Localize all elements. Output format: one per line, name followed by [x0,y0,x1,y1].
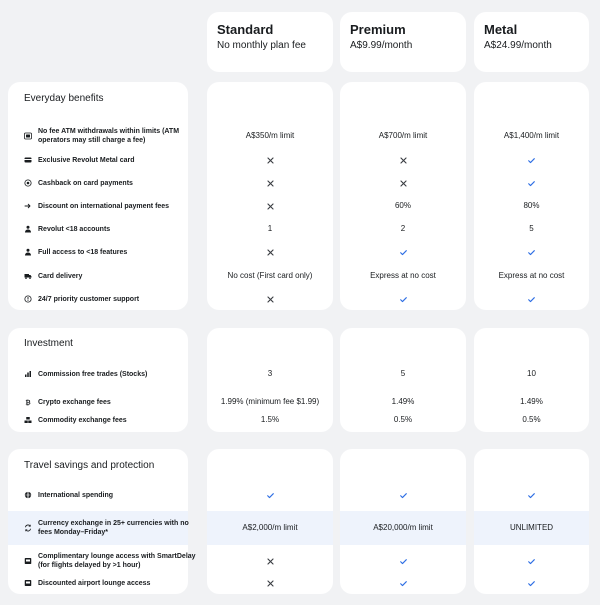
feature-name: Commission free trades (Stocks) [38,370,148,378]
feature-value: 1.49% [391,397,415,406]
feature-row-label [24,125,198,147]
feature-value: 1 [267,224,273,233]
feature-name: Complimentary lounge access with SmartDelay (for flights delayed by >1 hour) [38,553,196,569]
svg-text:₿: ₿ [25,398,31,406]
feature-name: Revolut <18 accounts [38,225,111,233]
feature-row-label [24,153,198,167]
plan-column-card [340,82,466,310]
feature-value: 1.5% [260,415,280,424]
feature-value: Express at no cost [370,271,436,280]
plan-column-card [474,328,589,432]
feature-row-label [24,576,198,590]
feature-name: Card delivery [38,272,83,280]
cross-icon [346,176,460,190]
feature-row-label [24,516,198,540]
feature-value: 1.99% (minimum fee $1.99) [220,397,320,406]
feature-value: 5 [400,369,406,378]
plan-price: A$24.99/month [484,40,552,51]
plan-header-1 [340,12,466,72]
feature-row-label [24,549,198,573]
check-icon [480,245,583,259]
plan-header-0 [207,12,333,72]
feature-value: 3 [267,369,273,378]
cross-icon [346,153,460,167]
plan-price: No monthly plan fee [217,40,306,51]
cross-icon [213,245,327,259]
plan-column-card [207,82,333,310]
check-icon [480,549,583,573]
feature-name: Crypto exchange fees [38,398,111,406]
feature-value: 60% [394,201,411,210]
feature-value: A$20,000/m limit [373,523,433,532]
plan-name: Standard [217,22,274,37]
feature-row-label [24,245,198,259]
plan-price: A$9.99/month [350,40,413,51]
cashback-icon [24,179,32,187]
feature-value: 1.49% [520,397,543,406]
feature-value: 80% [523,201,540,210]
plan-column-card [474,82,589,310]
kid-icon [24,248,32,256]
feature-row-label [24,292,198,306]
plan-name: Metal [484,22,518,37]
cross-icon [213,199,327,213]
plan-column-card [207,328,333,432]
feature-name: No fee ATM withdrawals within limits (ATM operators may still charge a fee) [38,128,180,144]
cross-icon [213,549,327,573]
check-icon [480,488,583,502]
feature-value: 10 [527,369,536,378]
lounge-icon [24,579,32,587]
feature-row-label [24,367,198,381]
exchange-icon [24,524,32,532]
check-icon [480,292,583,306]
feature-row-label [24,199,198,213]
globe-icon [24,491,32,499]
feature-value: A$2,000/m limit [242,523,298,532]
metal-card-icon [24,156,32,164]
cross-icon [213,176,327,190]
feature-name: Cashback on card payments [38,179,133,187]
section-card-1 [8,328,188,432]
section-title: Travel savings and protection [24,460,155,471]
feature-row-label [24,413,198,427]
check-icon [480,176,583,190]
feature-value: No cost (First card only) [227,271,313,280]
feature-name: Exclusive Revolut Metal card [38,156,135,164]
lounge-icon [24,557,32,565]
cross-icon [213,153,327,167]
feature-value: A$350/m limit [245,131,295,140]
check-icon [346,576,460,590]
atm-card-icon [24,132,32,140]
plan-header-2 [474,12,589,72]
section-card-2 [8,449,196,594]
feature-value: 0.5% [393,415,413,424]
feature-name: Currency exchange in 25+ currencies with no fees Monday–Friday* [38,520,189,536]
feature-row-label [24,269,198,283]
check-icon [346,549,460,573]
feature-row-label [24,222,198,236]
feature-value: 2 [400,224,406,233]
kid-icon [24,225,32,233]
check-icon [480,153,583,167]
check-icon [480,576,583,590]
bitcoin-icon [24,398,32,406]
section-title: Everyday benefits [24,93,104,104]
section-card-0 [8,82,188,310]
feature-name: 24/7 priority customer support [38,295,140,303]
cross-icon [213,292,327,306]
truck-icon [24,272,32,280]
commodity-icon [24,416,32,424]
cross-icon [213,576,327,590]
plan-name: Premium [350,22,406,37]
feature-row-label [24,176,198,190]
check-icon [346,488,460,502]
check-icon [346,245,460,259]
feature-value: 5 [529,224,534,233]
plan-column-card [340,328,466,432]
feature-name: International spending [38,491,114,499]
arrow-right-icon [24,202,32,210]
bar-chart-icon [24,370,32,378]
feature-name: Discount on international payment fees [38,202,170,210]
plan-column-card [207,449,333,594]
section-title: Investment [24,338,73,349]
feature-value: Express at no cost [498,271,565,280]
feature-name: Full access to <18 features [38,248,128,256]
check-icon [213,488,327,502]
support-icon [24,295,32,303]
feature-row-label [24,488,198,502]
feature-value: 0.5% [522,415,541,424]
feature-value: A$1,400/m limit [503,131,560,140]
plan-column-card [474,449,589,594]
feature-row-label [24,390,198,414]
check-icon [346,292,460,306]
feature-value: UNLIMITED [509,523,554,532]
feature-name: Discounted airport lounge access [38,579,151,587]
feature-value: A$700/m limit [378,131,428,140]
plan-column-card [340,449,466,594]
feature-name: Commodity exchange fees [38,416,127,424]
